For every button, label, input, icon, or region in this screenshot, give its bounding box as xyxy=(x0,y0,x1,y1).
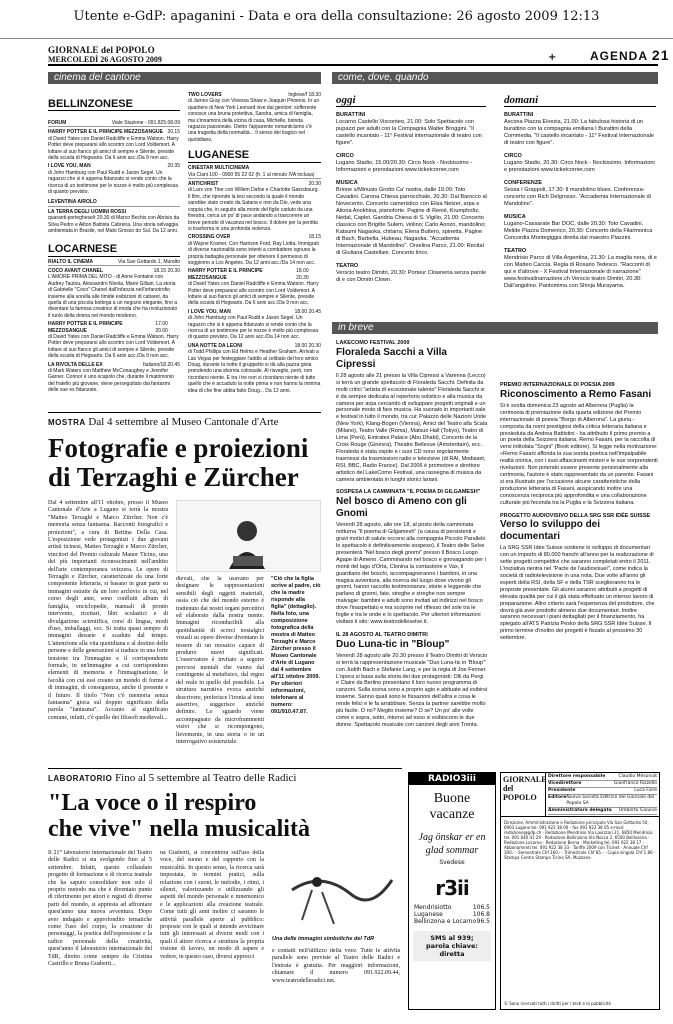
headline-line: che vive" nella musicalità xyxy=(48,816,310,842)
film-title xyxy=(48,129,180,135)
film-title xyxy=(48,321,180,334)
film-desc: di Lars von Trier con Willem Dafoe e Charlotte Gainsbourg. Il film, che riprende la tesi secondo la quale il mondo sarebbe stato creato da Satana e non da Dio, vede una coppia che, in seguito alla morte del figlio caduto da una finestra, cerca un po' di pace andando a trascorrere un breve periodo di vacanza nel bosco. Il dolore per la perdita si trasforma in una profonda violenza. xyxy=(188,187,319,232)
greeting-line: vacanze xyxy=(429,807,475,822)
event-text: Sessa I Grappoli, 17.30: Il mandolino blues. Conferenza-concerto con Rich Delgrosso. "Accademia Internazionale di Mandolino". xyxy=(504,187,651,207)
oggi-column xyxy=(336,112,488,310)
film-name: I LOVE YOU, MAN xyxy=(48,163,91,170)
article-body: Il 21° laboratorio internazionale del Teatro delle Radici si sta svolgendo fino al 5 settembre. Infatti, questo collaudato progetto di formazione e di ricerca teatrale che ha saputo consolidare non solo il proprio metodo ma che è diventato punto di riferimento per attori e registi di diverse parti del mondo, si appresta ad affrontare quest'anno una nuova avventura. Dopo aver indagato e approfondito tematiche come l'uso del corpo, la creazione di personaggi, la poetica dell'espressione e la radice personale della creatività, quest'anno il laboratorio internazionale del TdR, diretto come sempre da Cristina Castrillo e Bruna Gusberti... xyxy=(48,850,152,968)
colophon-staff xyxy=(546,773,659,816)
news-kicker: SOSPESA LA CAMMINATA "IL POEMA DI GILGAMESH" xyxy=(336,489,481,496)
film-name: ANTICHRIST xyxy=(188,181,219,188)
film-desc: di David Yates con Daniel Radcliffe e Emma Watson. Harry Potter deve prepararsi allo scontro con Lord Voldemort. A lottare al suo fianco gli amici di sempre e Silente, preside della scuola di Hogwarts. Da 6 anni acc./Da 9 non acc. xyxy=(48,333,179,360)
staff-row xyxy=(548,774,657,781)
article-body-end: e contatti nell'utilizzo della voce. Tutte le attività parallele sono previste al Teatro delle Radici e l'entrata è gratuita. Per maggiori informazioni, chiamare il numero 091.922.09.44, www.teatrodelleradici.net. xyxy=(272,948,400,984)
film-title xyxy=(188,268,321,281)
newspaper-name: GIORNALE del POPOLO xyxy=(48,45,155,55)
venue-cinestar xyxy=(188,165,321,179)
photo-image xyxy=(177,501,320,571)
category-label: CIRCO xyxy=(504,153,522,159)
cinema-column-2 xyxy=(188,90,321,408)
film-name: COCO AVANT CHANEL xyxy=(48,267,103,274)
frequency-value: 106.8 xyxy=(472,911,490,918)
film-desc: quaranti-porteghese/t 20.30 di Marco Bechis con Abrisio da Silva Pedro e Ailton Battista Cabreira. Una storia selvaggia ambientata in Brasile, nel Mato Grosso do Sul. Da 12 anni. xyxy=(48,215,180,235)
section-bar-cinema: cinema del cantone xyxy=(48,72,321,84)
film-name: HARRY POTTER E IL PRINCIPE MEZZOSANGUE xyxy=(48,129,163,136)
photo-image xyxy=(272,850,400,934)
film-name: TWO LOVERS xyxy=(188,92,222,98)
news-kicker: PREMIO INTERNAZIONALE DI POESIA 2009 xyxy=(500,382,615,388)
foreign-greeting xyxy=(409,831,495,857)
film-time: 18.00 20.30 xyxy=(296,268,309,281)
section-bar-come: come, dove, quando xyxy=(332,72,658,84)
news-text: Venerdì 28 agosto, alle ore 18, al posto della camminata notturna "Il poema di Gilgamesh" (a causa di persistenti e gravi motivi di salute occorsi alla compagnia Piccolo Parallelo lo spettacolo è definitivamente sospeso), il Teatro delle Selve presenterà "Nel bosco degli gnomi" presso Il Bosco Luogo Agape di Ameno. Camminando nel bosco e girovagando per i monti del lago d'Orta, Clonina la contastorie e Vax, il guardiano dei boschi, accompagneranno i bambini, in una magica avventura, alla ricerca del luogo dove vivono gli gnomi, hanno raccolto testimonianze, storie e leggende che parlano di gnomi, fate, streghe e streghe non sempre malvagie: bambini e adulti sono invitati ad indirizzi nel bosco dove l'inaspettato e ma scoprire nel riflesso del sole tra le foglie e tra le onde e lo spettacolo. Per ulteriori informazioni visitare il sito: www.teatrodelleselve.it. xyxy=(336,522,486,625)
colophon-details: Direzione, Amministrazione e Redazione principale Via San Gottardo 50, 6903 Lugano tel. 091 922 38 00 - fax 091 922 38 05 e-mail: redazione@gdp.ch · Redazione Mendrisio Via Lavizzari 21, 6850 Mendrisio tel. 091 640 41 29 · Redazione Bellinzona Via Nocca 2, 6500 Bellinzona · Redazione Locarno · Redazione Berna · Marketing tel. 091 922 38 17 · Abbonamenti tel. 091 922 38 33 · Tariffe 2009 con Ticinet · Annuale Chf 300.- · Semestrale Chf 160.- · Trimestrale Chf 85.- · Copia singola Chf 1.80 · Stampa Centro Stampa Ticino SA, Muzzano xyxy=(501,816,659,1001)
radio-advertisement xyxy=(408,772,496,1010)
venue-name: CINESTAR MULTICINEMA xyxy=(188,165,250,172)
staff-name: Luca Fiore xyxy=(634,788,657,793)
kicker-text: Fino al 5 settembre al Teatro delle Radici xyxy=(115,772,297,784)
film-time: Inglese/f 18.30 xyxy=(288,92,321,98)
article-body-continued: dievali, che la usavano per designare le rappresentazioni sensibili degli oggetti materiali, ossia ciò che del mondo esterno è trattenuto dai nostri organi percettivi ed elaborato dalla nostra mente. Immagini riconducibili alla quotidianità di scorci nostalgici visuali su opere diverse diventano le tessere di un mosaico capace di produrre nuovi significati. L'osservatore è invitato a seguire percorsi mentali che vanno dal contingente al metafisico, dal regno del reale in quello del possibile. La struttura narrativa evoca anziché descrivere, preferisce l'ironia al tono assertivo, suggerisce anziché definire. Lo sguardo viene accompagnato da microframmenti visivi che si ricompongono, lievemente, in una storia o in un interrogativo esistenziale. xyxy=(176,576,264,745)
film-name: LA TERRA DEGLI UOMINI ROSSI xyxy=(48,208,126,215)
frequency-row xyxy=(414,911,490,918)
frequency-row xyxy=(414,904,490,911)
venue-name: RIALTO IL CINEMA xyxy=(48,258,93,265)
event-text: Lugano Stadio, 15.00/20.30: Circo Nock - Nockissimo - Informazioni e prenotazioni www.ticketcorner.com xyxy=(336,160,473,173)
region-label: Mendrisiotto xyxy=(414,904,452,911)
staff-role: Direttore responsabile xyxy=(548,774,606,779)
divider xyxy=(48,412,321,413)
film-time: 18.00 20.45 xyxy=(294,308,321,315)
film-time: 20.35 xyxy=(167,163,180,170)
region-locarnese: LOCARNESE xyxy=(48,243,180,257)
photo-caption: Una delle immagini simboliche del TdR xyxy=(272,936,375,942)
region-label: Luganese xyxy=(414,911,443,918)
article-body-continued: na Gusberti, si concentrerà sull'uso della voce, del suono e del rapporto con la musicalità. In questo senso, la ricerca sarà impostata, in termini pratici, sulla relazione con i suoni, le melodie, i ritmi, i silenzi, valorizzando e utilizzando gli aspetti del mondo personale e mnemonico e le applicazioni alla creazione teatrale. Come tutti gli anni inoltre ci saranno le attività parallele aperte al pubblico: proposte con le quali si intende avvicinare tutti gli interessati ai diversi modi con i quali il attore ricerca e struttura la propria visione di lavoro, un modo di sapere e vedere, in questo caso, diversi approcci xyxy=(160,850,264,960)
event-text: Mendrisio Parco di Villa Argentina, 21.30: La maglia nera, di e con Matteo Caccia. Regia di Rosario Tedesco. "Racconti di qui e d'altrove - X Festival Internazionale di narrazione" www.festivalinarrazione.ch Verscio teatro Dimitri, 20.30: Dall'angolino. Pantomima con Shinja Murayama. xyxy=(504,255,657,289)
breve-column-1 xyxy=(336,340,488,754)
frequency-list xyxy=(409,900,495,929)
film-time: 18.15 20.30 xyxy=(153,267,180,274)
greeting-line: Jag önskar er en xyxy=(418,832,486,843)
staff-name: Nuova Società Editrice del Giornale del Popolo SA xyxy=(566,795,655,806)
issue-date: MERCOLEDÌ 26 AGOSTO 2009 xyxy=(48,55,162,64)
sms-number: SMS al 939; xyxy=(430,934,474,942)
language-label: Svedese xyxy=(439,859,465,866)
news-title: Verso lo sviluppo dei documentari xyxy=(500,519,601,543)
staff-role: Amministratore delegato xyxy=(548,808,612,813)
venue-rialto xyxy=(48,259,180,266)
region-leventina xyxy=(48,199,180,206)
staff-row xyxy=(548,795,657,808)
sms-keyword: parola chiave: diretta xyxy=(426,942,478,958)
oggi-heading: oggi xyxy=(336,94,486,107)
film-name: UNA NOTTE DA LEONI xyxy=(188,342,243,349)
cinema-column-1 xyxy=(48,118,180,408)
news-title: Nel bosco di Ameno con gli Gnomi xyxy=(336,496,467,520)
news-kicker: IL 28 AGOSTO AL TEATRO DIMITRI xyxy=(336,631,428,638)
event-text: Lugano-Cassarate Bar DOC, dalle 20.30: Toto Cavadini. Melide Piazza Domenico, 20.30: Concerto della Filarmonica Concordia Montegiggia diretta dal maestro Piazzini. xyxy=(504,221,653,241)
film-desc: L'AMORE PRIMA DEL MITO - di Anne Fontaine con Audrey Tautou, Alessandro Nivola, Marie Gillain. La storia di Gabrielle "Coco" Chanel dall'infanzia nell'orfanotrofio insieme alla sorella alle timide esibizioni di cabaret, da quella di una piccola bottega a un negozio elegante, fino a diventare la famosa creatrice di moda che ha rivoluzionato il ruolo della donna nel mondo moderno. xyxy=(48,274,178,319)
region-name: LEVENTINA AIROLO xyxy=(48,199,97,206)
event-text: Verscio teatro Dimitri, 20.30: Porteur Clowneria senza parole di e con Dimitri Clown. xyxy=(336,270,487,283)
venue-address: Via San Gottardo 1, Muralto xyxy=(118,258,180,265)
kicker-text: Dal 4 settembre al Museo Cantonale d'Arte xyxy=(88,416,279,428)
theatre-photo xyxy=(272,850,400,934)
greeting-line: Buone xyxy=(433,791,471,806)
film-time: 18.00 20.30 xyxy=(294,342,321,349)
film-name: HARRY POTTER E IL PRINCIPE MEZZOSANGUE xyxy=(188,268,263,281)
staff-role: Vicedirettore xyxy=(548,781,582,786)
news-title: Riconoscimento a Remo Fasani xyxy=(500,388,652,400)
staff-name: Claudio Mésoniat xyxy=(618,774,657,779)
film-desc: di John Hamburg con Paul Rudd e Jason Segel. Un ragazzo che si è appena fidanzato si rende conto che la ricerca di un testimone per le nozze è molto più complessa di quanto previsto. xyxy=(48,169,179,196)
film-desc: di James Gray con Vinessa Shaw e Joaquin Phoenix. In un quartiere di New York Leonard vive dai genitori: sofferente conosce una bruna protettiva, Sandra, amica di famiglia, ma s'innamora della vicina di casa, Michelle, bionda ragazza passionale. Dietro l'apparente romanticismo c'è una tragedia della normalità... Il senso del tragico nel quotidiano. xyxy=(188,98,320,143)
radio-logo: r3ii xyxy=(435,876,469,900)
article-headline xyxy=(48,790,408,842)
news-text: Si è svolta domenica 23 agosto ad Alberona (Puglia) la cerimonia di premiazione della quarta edizione del Premio internazionale di poesia "Borgo di Alberona". La giuria - composta da nomi prestigiosi della critica letteraria italiana e presieduta da Andrea Battistini - ha attribuito il primo premio a un poeta della Svizzera italiana, Remo Fasani, per la raccolta di versi intitolata "Sogni" (Book editore). Si legge nella motivazione: «Remo Fasani affonda la sua sonda poetica nell'impalpabile realtà onirica, con i suoi affascinanti misteri e le sue sorprendenti rivelazioni. Non potendo essere presente personalmente alla cerimonia, l'autore è stato rappresentato da un parente. Fasani si era illustrato per l'occasione alcune caratteristiche della produzione letteraria di Fasani, auspicando inoltre una conoscenza reciproca più approfondita e una collaborazione culturale più feconda tra la Puglia e la Svizzera italiana. xyxy=(500,402,658,506)
category-label: TEATRO xyxy=(504,248,527,254)
staff-role: Editore xyxy=(548,795,567,800)
staff-row xyxy=(548,781,657,788)
region-label: Bellinzona e Locarno xyxy=(414,918,477,925)
news-kicker: LAKECOMO FESTIVAL 2009 xyxy=(336,340,410,346)
headline-line: "La voce o il respiro xyxy=(48,790,257,816)
staff-name: Umberto Giovine xyxy=(618,808,657,813)
news-title: Duo Luna-tic in "Bloup" xyxy=(336,638,450,650)
colophon-brand: GIORNALE del POPOLO xyxy=(501,773,546,816)
film-time: 18.15 xyxy=(308,234,321,241)
news-kicker: PROGETTO AUDIOVISIVO DELLA SRG SSR IDÉE SUISSE xyxy=(500,512,651,519)
domani-heading: domani xyxy=(504,94,656,107)
event-text: Lugano Stadio, 20.30: Circo Nock - Nockissimo. Informazioni e prenotazioni www.ticketcorner.com xyxy=(504,160,655,173)
frequency-value: 106.5 xyxy=(472,904,490,911)
film-name: CROSSING OVER xyxy=(188,234,231,241)
venue-name: FORUM xyxy=(48,120,67,126)
film-time: 20.30 xyxy=(308,181,321,188)
film-desc: di Mark Waters con Matthew McConaughey e Jennifer Garner. Connor è uno scapolo che, durante il matrimonio del fratello più giovane, viene perseguitato dai fantasmi delle sue ex fidanzate. xyxy=(48,368,174,394)
colophon xyxy=(500,772,660,1010)
staff-row xyxy=(548,788,657,795)
film-name: HARRY POTTER E IL PRINCIPE MEZZOSANGUE xyxy=(48,321,123,334)
film-desc: di Wayne Kramer. Con Harrison Ford, Ray Liotta. Immigrati di diverse nazionalità sono intenti a combattere ognuno la propria battaglia personale per ottenere il permesso di soggiorno a Los Angeles. Da 12 anni acc./Da 14 non acc. xyxy=(188,240,319,266)
photo-caption: "Ciò che la figlia scrive al padre, ciò che la madre risponde alla figlia" (dettaglio). Nella foto, una composizione fotografica della mostra di Matteo Terzaghi e Marco Zürcher presso il Museo Cantonale d'Arte di Lugano dal 4 settembre all'11 ottobre 2009. Per ulteriori informazioni, telefonare al numero: 091/910.47.87. xyxy=(271,576,321,715)
news-text: Il 28 agosto alle 21 presso la Villa Cipressi a Varenna (Lecco) si terrà un grande spettacolo di Floraleda Sacchi. Definita da molti critici "artista di eccezionale talento" Floraleda Sacchi si è da sempre dedicata al repertorio solistico e alla musica da camera per arpa cercando di sviluppare progetti originali e un personale modo di fare musica. Ha suonato in importanti sale e festival in tutto il mondo, tra cui: Palazzo delle Nazioni Unite (New York), Klang-Bogen (Vienna), Amici del Teatro alla Scala (Milano), Teatro Valle (Roma), Matsuo Hall (Tokyo), Teatro di Lima (Perù), Emirates Palace (Abu Dhabi), Concerts de la Croix Rouge (Ginevra), Theatre Bellevue (Amsterdam), ecc. Floraleda è stata ospite e i suoi CD sono regolarmente trasmessi da trasmissioni radio e televisive (di RAI, Mediaset, RSI, BBC, Radio France). Dal 2006 è promotore e direttore artistico del LakeComo Festival, una rassegna di musica da camera ambientata in luoghi storici lariani. xyxy=(336,372,488,483)
film-time: 20.15 xyxy=(167,129,180,136)
category-label: BURATTINI xyxy=(336,112,366,118)
masthead xyxy=(48,46,162,64)
exhibition-photo xyxy=(176,500,321,572)
divider xyxy=(48,768,402,769)
news-text: Venerdì 28 agosto alle 20.30 presso il Teatro Dimitri di Verscio si terrà la rappresentazione musicale "Duo Luna-tic in 'Bloup'" con Judith Bach e Stefanie Lang, e per la regia di Joe Fenner. L'opera si basa sulla storia dei due protagonisti: Olli da Pergi e Claire da Berlino presentano il loro nuovo programma di canzoni. Sulla scena sono a proprio agio e abituate ad esibirsi insieme. Sanno quali sono le fissazioni dell'altra e cosa le rende felici e le fa arrabbiare. Senza la partner sarebbe molto più facile. O no? Meglio insieme? O se? Un po' alle volte come e sopra, sotto, intorno ad esso si esibiscono le due donne. Spettacolo musicale con canzoni degli anni Trenta. xyxy=(336,652,488,728)
category-label: CONFERENZE xyxy=(504,180,542,186)
masthead-rule xyxy=(48,64,658,66)
staff-role: Presidente xyxy=(548,788,576,793)
page-number: 21 xyxy=(651,47,670,63)
film-desc: di David Yates con Daniel Radcliffe e Emma Watson. Harry Potter deve prepararsi allo scontro con Lord Voldemort. A lottare al suo fianco gli amici di sempre e Silente, preside della scuola di Hogwarts. Da 6 anni acc./Da 9 non acc. xyxy=(188,281,319,307)
page-label xyxy=(590,47,669,63)
category-label: CIRCO xyxy=(336,153,354,159)
consultation-header: Utente e-GdP: apaganini - Data e ora della consultazione: 26 agosto 2009 12:13 xyxy=(0,0,673,39)
radio-name: RADIO3iii xyxy=(409,773,495,785)
domani-column xyxy=(504,112,658,310)
event-text: Ascona Piazza Elvezia, 21.00: La fabulosa historia di un burattino con la compagnia emiliana I Burattini della Commedia. "Il castello incantato - 11° Festival internazionale di teatro con figure". xyxy=(504,119,654,146)
staff-name: Gianfranco Rizzello xyxy=(613,781,657,786)
film-name: I LOVE YOU, MAN xyxy=(188,308,231,315)
category-label: BURATTINI xyxy=(504,112,534,118)
kicker-label: MOSTRA xyxy=(48,418,86,427)
event-text: Brione s/Minusio Grotto Ca' nostra, dalle 19.00: Toto Cavadini. Carona Chiesa parrocchiale, 20.30: Dal Barocco al Novecento. Concerto cameristico con Elisa Netzer, arpa e Aliona Anokhina, pianoforte. Pagine di Renié, Krumpholtz, Nedal, Caplet. Gandria Chiesa di S. Vigilio, 21.00: Concerto classico con Brigitte Sulem, violino; Carlo Aonzo, mandolino; Katsumi Nagaoka, chitarra; Elena Buttero, spinetta. Pagine di Bach, Barbella, Hubeau, Nagaoka. "Accademia Internazionale di Mandolino". Orselina Parco, 21.00: Recital di Giuliana Castellani. Concerto lirico. xyxy=(336,187,487,256)
greeting xyxy=(409,791,495,823)
event-text: Locarno Castello Visconteo, 21.00: Solo Spettacolo con pupazzi per adulti con la Compagnia Walter Broggini. "Il castello incantato - 11° Festival internazionale di teatro con figure". xyxy=(336,119,482,146)
news-text: La SRG SSR Idée Suisse sostiene lo sviluppo di documentari con un importo di 80.000 franchi all'anno per la realizzazione di sette progetti competitivi che saranno completati entro il 2011. L'iniziativa rientra nel "Pacte de l'audiovisuel", come indica la società di radiotelevisione in una nota. Due volte all'anno gli esperti della RSI, della SF e della TSR sceglieranno tra le proposte presentate. Gli alunni saranno attribuiti a progetti di elevata qualità per cui il già stata effettuato un intenso lavoro di preparazione. Altro criterio sarà l'esperienza del produttore, che dovrà già aver prodotto almeno due documentari. Inoltre saranno necessari i piani dettagliati per il finanziamento, ha spiegato all'ATS Patrizia Pesko della SRG SSR Idée Suisse. Il primo termine d'inoltro dei progetti è fissato al prossimo 30 settembre. xyxy=(500,545,655,642)
news-title: Floraleda Sacchi a Villa Cipressi xyxy=(336,346,447,370)
sms-box xyxy=(413,931,491,961)
film-desc: di Todd Phillips con Ed Helms e Heather Graham. Arrivati a Las Vegas per festeggiare l'addio al celibato del loro amico Doug, durante la notte il gruppetto si dà alla pazza gioia prendendo una sbornia colossale. Al risveglio, però, non ricordano niente. E tra i tre non si ricordano niente di tutto quello che è accaduto la notte prima e non hanno la minima idea di che fine abbia fatto Doug... Da 12 anni. xyxy=(188,349,321,394)
venue-address: Viale Stazione - 091.825.08.09 xyxy=(111,120,180,126)
film-time: 17.00 20.00 xyxy=(155,321,168,334)
region-bellinzonese: BELLINZONESE xyxy=(48,98,180,111)
article-kicker xyxy=(48,416,279,428)
greeting-line: glad sommar xyxy=(425,845,479,856)
region-luganese: LUGANESE xyxy=(188,149,321,163)
section-name: AGENDA xyxy=(590,49,648,63)
film-desc: di David Yates con Daniel Radcliffe e Emma Watson. Harry Potter deve prepararsi allo scontro con Lord Voldemort. A lottare al suo fianco gli amici di sempre e Silente, preside della scuola di Hogwarts. Da 6 anni acc./Da 9 non acc. xyxy=(48,135,179,162)
article-headline: Fotografie e proiezioni di Terzaghi e Zürcher xyxy=(48,433,309,492)
venue-address: Via Clani 100 - 0900 55 22 02 (fr. 1 al minuto IVA inclusa) xyxy=(188,171,315,178)
venue-forum xyxy=(48,120,180,127)
film-time: Italiano/18.20.45 xyxy=(143,361,180,368)
film-desc: di John Hamburg con Paul Rudd e Jason Segel. Un ragazzo che si è appena fidanzato si rende conto che la ricerca di un testimone per le nozze è molto più complessa di quanto previsto. Da 12 anni acc./Da 14 non acc. xyxy=(188,315,319,341)
frequency-value: 96.5 xyxy=(476,918,490,925)
category-label: MUSICA xyxy=(336,180,358,186)
article-kicker xyxy=(48,772,296,784)
section-bar-inbreve: in breve xyxy=(332,322,658,334)
film-name: LA RIVOLTA DELLE EX xyxy=(48,361,103,368)
category-label: MUSICA xyxy=(504,214,526,220)
colophon-footer: © Sono riservati tutti i diritti per i testi e la pubblicità xyxy=(504,1001,611,1006)
category-label: TEATRO xyxy=(336,263,359,269)
plus-label: + xyxy=(548,52,557,63)
kicker-label: LABORATORIO xyxy=(48,774,113,783)
article-body: Dal 4 settembre all'11 ottobre, presso il Museo Cantonale d'Arte a Lugano si terrà la mostra "Matteo Terzaghi e Marco Zürcher. Non c'è memoria senza fantasma. Racconti fotografici e proiezioni", a cura di Bettina Della Casa. L'esposizione vede protagonisti i due giovani artisti ticinesi, Matteo Terzaghi e Marco Zürcher, vincitori del Premio culturale Manor Ticino, uno dei più importanti riconoscimenti nell'ambito dell'arte contemporanea svizzera. Le opere di Terzaghi e Zürcher, caratterizzate da una forte componente letteraria, si basano in gran parte su immagini estratte da un loro archivio in cui, nel corso degli anni, sono confluiti album di famiglia, enciclopedie, manuali di pronto intervento, ricettari, libri scolastici e di divulgazione scientifica, corsi di lingua, modi d'uso, imballaggi, ecc. Si tratta quasi sempre di immagini desuete e scaduto dal tempo. L'attenzione alla vita quotidiana e al destino delle persone e delle generazioni si traduce in una forte tensione tra l'immagine e il corrispondente formale, in un'immagine a cui corrispondono elementi di memoria e l'immaginazione, le facoltà con cui essi creano un mondo di forme e di immagini, di conseguenza, anche il presente e il futuro. Il titolo "Non c'è memoria senza fantasma" gioca sul doppio significato della parola "fantasma". Accanto al significato comune, infatti, c'è quello dei filosofi medievali... xyxy=(48,500,168,721)
frequency-row xyxy=(414,918,490,925)
breve-column-2 xyxy=(500,340,658,754)
staff-row xyxy=(548,808,657,815)
